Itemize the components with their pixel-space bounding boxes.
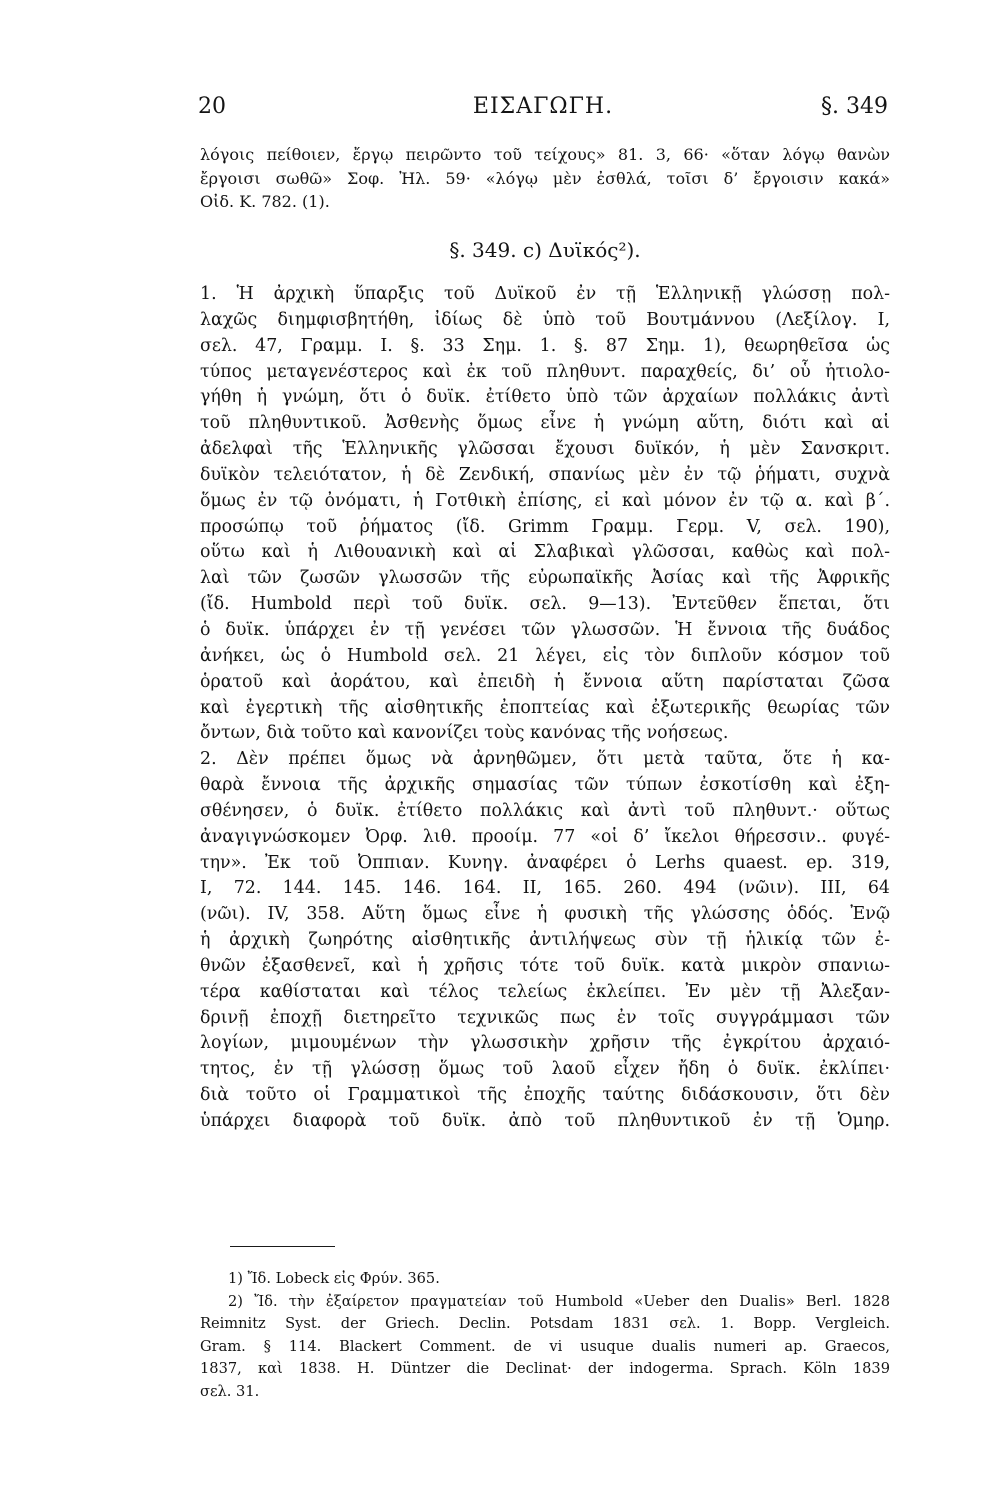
text-line: θαρὰ ἔννοια τῆς ἀρχικῆς σημασίας τῶν τύπων ἐσκοτίσθη καὶ ἐξη-: [200, 775, 890, 796]
footnotes: [200, 1268, 890, 1403]
text-line: τητος, ἐν τῇ γλώσσῃ ὅμως τοῦ λαοῦ εἶχεν ἤδη ὁ δυϊκ. ἐκλίπει·: [200, 1059, 890, 1080]
text-line: ὁρατοῦ καὶ ἀοράτου, καὶ ἐπειδὴ ἡ ἔννοια αὕτη παρίσταται ζῶσα: [200, 671, 890, 692]
text-line: λαχῶς διημφισβητήθη, ἰδίως δὲ ὑπὸ τοῦ Βουτμάννου (Λεξίλογ. I,: [200, 309, 890, 330]
text-line: (ἴδ. Humbold περὶ τοῦ δυϊκ. σελ. 9—13). Ἐντεῦθεν ἕπεται, ὅτι: [200, 594, 890, 615]
text-line: τοῦ πληθυντικοῦ. Ἀσθενὴς ὅμως εἶνε ἡ γνώμη αὕτη, διότι καὶ αἱ: [200, 413, 890, 434]
text-line: δυϊκὸν τελειότατον, ἡ δὲ Ζενδική, σπανίως μὲν ἐν τῷ ῥήματι, συχνὰ: [200, 464, 890, 485]
text-line: ἀνήκει, ὡς ὁ Humbold σελ. 21 λέγει, εἰς τὸν διπλοῦν κόσμον τοῦ: [200, 645, 890, 666]
text-line: σθένησεν, ὁ δυϊκ. ἐτίθετο πολλάκις καὶ ἀντὶ τοῦ πληθυντ.· οὕτως: [200, 800, 890, 821]
footnote-line: Reimnitz Syst. der Griech. Declin. Potsdam 1831 σελ. 1. Bopp. Vergleich.: [200, 1315, 890, 1332]
footnote-line: Gram. § 114. Blackert Comment. de vi usuque dualis numeri ap. Graecos,: [200, 1337, 890, 1355]
footnote-line: σελ. 31.: [200, 1382, 260, 1400]
text-line: ἔργοισι σωθῶ» Σοφ. Ἠλ. 59· «λόγῳ μὲν ἐσθλά, τοῖσι δ’ ἔργοισιν κακά»: [200, 168, 890, 188]
running-title: ΕΙΣΑΓΩΓΗ.: [472, 94, 614, 119]
section-heading: §. 349. c) Δυϊκός²).: [449, 238, 641, 262]
text-line: λαὶ τῶν ζωσῶν γλωσσῶν τῆς εὐρωπαϊκῆς Ἀσίας καὶ τῆς Ἀφρικῆς: [200, 568, 890, 589]
footnote-line: 1837, καὶ 1838. H. Düntzer die Declinat· der indogerma. Sprach. Köln 1839: [200, 1360, 890, 1377]
text-line: ὁ δυϊκ. ὑπάρχει ἐν τῇ γενέσει τῶν γλωσσῶν. Ἡ ἔννοια τῆς δυάδος: [200, 619, 890, 640]
text-line: προσώπῳ τοῦ ῥήματος (ἴδ. Grimm Γραμμ. Γερμ. V, σελ. 190),: [200, 516, 890, 537]
text-line: ὅμως ἐν τῷ ὀνόματι, ἡ Γοτθικὴ ἐπίσης, εἰ καὶ μόνον ἐν τῷ α. καὶ β΄.: [200, 490, 890, 511]
body-text: [200, 282, 890, 1135]
page-header: [198, 94, 888, 130]
text-line: ὑπάρχει διαφορὰ τοῦ δυϊκ. ἀπὸ τοῦ πληθυντικοῦ ἐν τῇ Ὁμηρ.: [200, 1111, 890, 1131]
text-line: 1. Ἡ ἀρχικὴ ὕπαρξις τοῦ Δυϊκοῦ ἐν τῇ Ἑλληνικῇ γλώσσῃ πολ-: [200, 284, 890, 304]
text-line: θνῶν ἐξασθενεῖ, καὶ ἡ χρῆσις τότε τοῦ δυϊκ. κατὰ μικρὸν σπανιω-: [200, 955, 890, 976]
text-line: καὶ ἐγερτικὴ τῆς αἰσθητικῆς ἐποπτείας καὶ ἐξωτερικῆς θεωρίας τῶν: [200, 697, 890, 718]
text-line: ὄντων, διὰ τοῦτο καὶ κανονίζει τοὺς κανόνας τῆς νοήσεως.: [200, 723, 729, 744]
footnote-line: 1) Ἴδ. Lobeck εἰς Φρύν. 365.: [228, 1270, 440, 1287]
text-line: ἡ ἀρχικὴ ζωηρότης αἰσθητικῆς ἀντιλήψεως σὺν τῇ ἡλικίᾳ τῶν ἐ-: [200, 930, 890, 951]
text-line: λογίων, μιμουμένων τὴν γλωσσικὴν χρῆσιν τῆς ἐγκρίτου ἀρχαιό-: [200, 1033, 890, 1054]
section-reference: §. 349: [821, 94, 888, 119]
text-line: I, 72. 144. 145. 146. 164. II, 165. 260. 494 (νῶιν). III, 64: [200, 878, 890, 899]
text-line: Οἰδ. Κ. 782. (1).: [200, 192, 330, 211]
continuation-paragraph: [200, 143, 890, 214]
text-line: ἀναγιγνώσκομεν Ὀρφ. λιθ. προοίμ. 77 «οἱ δ’ ἴκελοι θήρεσσιν.. φυγέ-: [200, 826, 890, 847]
footnote-divider: [230, 1246, 335, 1247]
text-line: οὕτω καὶ ἡ Λιθουανικὴ καὶ αἱ Σλαβικαὶ γλῶσσαι, καθὼς καὶ πολ-: [200, 542, 890, 563]
text-line: σελ. 47, Γραμμ. Ι. §. 33 Σημ. 1. §. 87 Σημ. 1), θεωρηθεῖσα ὡς: [200, 335, 890, 356]
page-number: 20: [198, 94, 226, 119]
text-line: τύπος μεταγενέστερος καὶ ἐκ τοῦ πληθυντ. παραχθείς, δι’ οὗ ἠτιολο-: [200, 361, 890, 382]
text-line: την». Ἐκ τοῦ Ὀππιαν. Κυνηγ. ἀναφέρει ὁ Lerhs quaest. ep. 319,: [200, 852, 890, 873]
text-line: διὰ τοῦτο οἱ Γραμματικοὶ τῆς ἐποχῆς ταύτης διδάσκουσιν, ὅτι δὲν: [200, 1085, 890, 1106]
text-line: 2. Δὲν πρέπει ὅμως νὰ ἀρνηθῶμεν, ὅτι μετὰ ταῦτα, ὅτε ἡ κα-: [200, 749, 890, 770]
text-line: τέρα καθίσταται καὶ τέλος τελείως ἐκλείπει. Ἐν μὲν τῇ Ἀλεξαν-: [200, 981, 890, 1002]
text-line: λόγοις πείθοιεν, ἔργῳ πειρῶντο τοῦ τείχους» 81. 3, 66· «ὅταν λόγῳ θανὼν: [200, 145, 890, 164]
text-line: (νῶι). IV, 358. Αὕτη ὅμως εἶνε ἡ φυσικὴ τῆς γλώσσης ὁδός. Ἐνῷ: [200, 904, 890, 925]
text-line: ἀδελφαὶ τῆς Ἑλληνικῆς γλῶσσαι ἔχουσι δυϊκόν, ἡ μὲν Σανσκριτ.: [200, 439, 890, 460]
footnote-line: 2) Ἴδ. τὴν ἐξαίρετον πραγματείαν τοῦ Humbold «Ueber den Dualis» Berl. 1828: [228, 1292, 890, 1310]
text-line: δρινῇ ἐποχῇ διετηρεῖτο τεχνικῶς πως ἐν τοῖς συγγράμμασι τῶν: [200, 1007, 890, 1028]
text-line: γήθη ἡ γνώμη, ὅτι ὁ δυϊκ. ἐτίθετο ὑπὸ τῶν ἀρχαίων πολλάκις ἀντὶ: [200, 387, 890, 408]
